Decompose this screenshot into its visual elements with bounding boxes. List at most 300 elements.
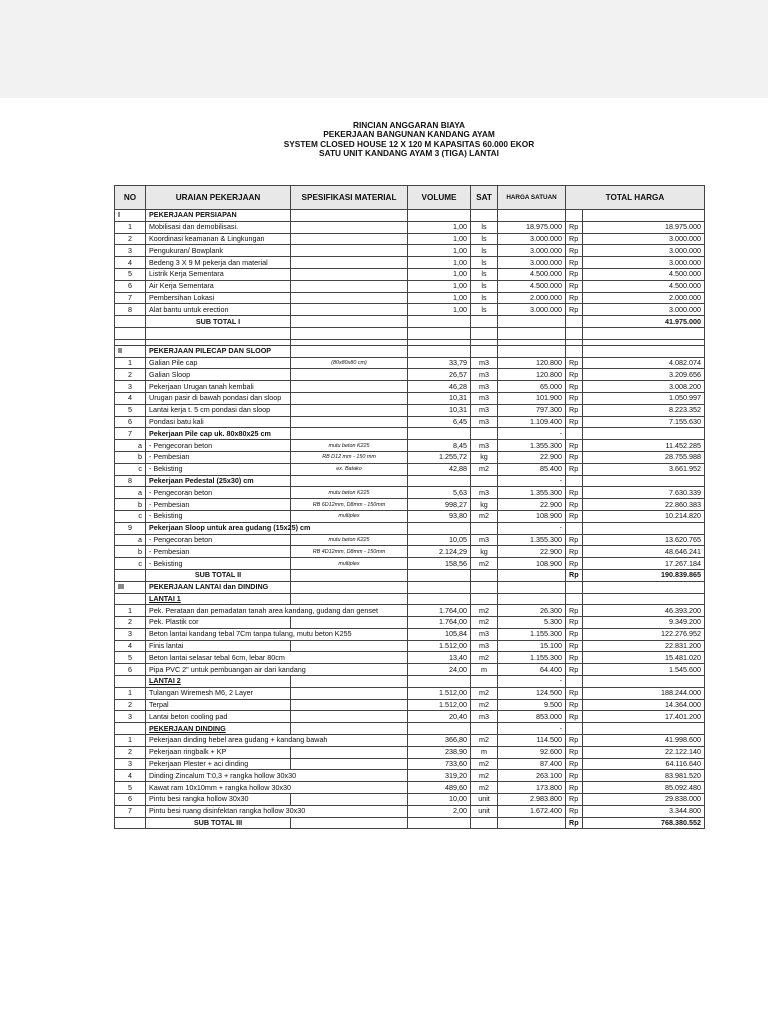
cell-uraian: Pipa PVC 2" untuk pembuangan air dari kandang [146, 664, 408, 676]
cell-sat: m [471, 664, 498, 676]
cell-uraian: LANTAI 2 [146, 676, 291, 688]
cell-volume [408, 817, 471, 829]
cell-total-harga: 17.267.184 [583, 558, 705, 570]
cell-sat: m3 [471, 392, 498, 404]
cell-total-harga: 41.975.000 [583, 316, 705, 328]
cell-sat: m2 [471, 463, 498, 475]
cell-volume: 10,05 [408, 534, 471, 546]
cell-uraian: Tulangan Wiremesh M6, 2 Layer [146, 687, 291, 699]
cell-harga-satuan [498, 210, 566, 222]
cell-harga-satuan: 26.300 [498, 605, 566, 617]
cell-harga-satuan: - [498, 723, 566, 735]
cell-volume: 1.764,00 [408, 617, 471, 629]
table-row [115, 676, 705, 688]
cell-total-harga [583, 723, 705, 735]
cell-volume: 2,00 [408, 805, 471, 817]
cell-total-harga: 188.244.000 [583, 687, 705, 699]
cell-no: 3 [115, 758, 146, 770]
cell-rp: Rp [566, 510, 583, 522]
cell-spesifikasi [291, 221, 408, 233]
cell-harga-satuan [498, 817, 566, 829]
header-uraian: URAIAN PEKERJAAN [146, 186, 291, 210]
cost-table [114, 185, 705, 829]
cell-total-harga: 13.620.765 [583, 534, 705, 546]
cell-harga-satuan: 1.109.400 [498, 416, 566, 428]
cell-volume [408, 475, 471, 487]
cell-uraian: - Bekisting [146, 463, 291, 475]
cell-spesifikasi: multiplex [291, 558, 408, 570]
table-row [115, 233, 705, 245]
cell-sat: m2 [471, 758, 498, 770]
cell-rp: Rp [566, 357, 583, 369]
cell-spesifikasi [291, 758, 408, 770]
cell-volume: 13,40 [408, 652, 471, 664]
cell-uraian: Pekerjaan dinding hebel area gudang + kandang bawah [146, 735, 408, 747]
cell-harga-satuan: 4.500.000 [498, 268, 566, 280]
cell-uraian: - Pengecoran beton [146, 487, 291, 499]
cell-spesifikasi [291, 817, 408, 829]
cell-harga-satuan: 173.800 [498, 782, 566, 794]
cell-total-harga: 8.223.352 [583, 404, 705, 416]
cell-uraian: - Bekisting [146, 558, 291, 570]
cell-uraian: Pengukuran/ Bowplank [146, 245, 291, 257]
cell-rp [566, 676, 583, 688]
cell-rp [566, 345, 583, 357]
cell-volume: 1,00 [408, 292, 471, 304]
cell-harga-satuan: 3.000.000 [498, 245, 566, 257]
cell-volume [408, 569, 471, 581]
cell-rp [566, 581, 583, 593]
cell-uraian: Finis lantai [146, 640, 291, 652]
cell-rp: Rp [566, 499, 583, 511]
cell-sat: m3 [471, 381, 498, 393]
cell-total-harga: 85.092.480 [583, 782, 705, 794]
cell-total-harga: 28.755.988 [583, 451, 705, 463]
cell-total-harga: 3.000.000 [583, 245, 705, 257]
cell-volume: 2.124,29 [408, 546, 471, 558]
cell-harga-satuan: 22.900 [498, 451, 566, 463]
table-row [115, 770, 705, 782]
cell-spesifikasi [291, 475, 408, 487]
table-header-row [115, 186, 705, 210]
cell-no: 2 [115, 369, 146, 381]
cell-rp: Rp [566, 711, 583, 723]
cell-rp: Rp [566, 369, 583, 381]
cell-spesifikasi [291, 687, 408, 699]
table-row [115, 345, 705, 357]
table-row [115, 735, 705, 747]
cell-rp [566, 593, 583, 605]
cell-sat: unit [471, 794, 498, 806]
cell-harga-satuan [498, 581, 566, 593]
cell-volume: 1.512,00 [408, 640, 471, 652]
cell-harga-satuan: 9.500 [498, 699, 566, 711]
cell-spesifikasi [291, 327, 408, 339]
cell-no: 7 [115, 805, 146, 817]
cell-sat: m2 [471, 782, 498, 794]
cell-uraian: Pek. Perataan dan pemadatan tanah area kandang, gudang dan genset [146, 605, 408, 617]
cell-volume: 8,45 [408, 440, 471, 452]
cell-sat: ls [471, 304, 498, 316]
cell-rp: Rp [566, 805, 583, 817]
table-row [115, 522, 705, 534]
cell-spesifikasi [291, 392, 408, 404]
cell-harga-satuan: 65.000 [498, 381, 566, 393]
cell-rp: Rp [566, 487, 583, 499]
cell-sat: kg [471, 451, 498, 463]
cell-rp: Rp [566, 268, 583, 280]
cell-sat: kg [471, 546, 498, 558]
cell-spesifikasi [291, 345, 408, 357]
cell-volume: 6,45 [408, 416, 471, 428]
header-harga-satuan: HARGA SATUAN [498, 186, 566, 210]
cell-total-harga [583, 593, 705, 605]
cell-uraian: - Pengecoran beton [146, 440, 291, 452]
cell-total-harga: 29.838.000 [583, 794, 705, 806]
cell-rp: Rp [566, 605, 583, 617]
cell-uraian: SUB TOTAL III [146, 817, 291, 829]
cell-uraian: SUB TOTAL II [146, 569, 291, 581]
cell-uraian: Listrik Kerja Sementara [146, 268, 291, 280]
cell-rp: Rp [566, 534, 583, 546]
cell-harga-satuan: 2.983.800 [498, 794, 566, 806]
cell-volume [408, 723, 471, 735]
cell-sat: m3 [471, 404, 498, 416]
cell-no: 4 [115, 770, 146, 782]
cell-sat: m3 [471, 369, 498, 381]
cell-sat [471, 327, 498, 339]
cell-rp: Rp [566, 257, 583, 269]
cell-sat: m2 [471, 605, 498, 617]
cell-rp: Rp [566, 569, 583, 581]
table-row [115, 664, 705, 676]
cell-harga-satuan: 92.600 [498, 746, 566, 758]
cell-spesifikasi: mutu beton K225 [291, 440, 408, 452]
table-body [115, 210, 705, 829]
cell-harga-satuan: 3.000.000 [498, 304, 566, 316]
cell-uraian: Pekerjaan ringbalk + KP [146, 746, 291, 758]
cell-uraian: Alat bantu untuk erection [146, 304, 291, 316]
cell-no: 7 [115, 428, 146, 440]
header-no: NO [115, 186, 146, 210]
cell-harga-satuan: 1.355.300 [498, 440, 566, 452]
table-row [115, 534, 705, 546]
cell-spesifikasi: mutu beton K225 [291, 487, 408, 499]
cell-no: 6 [115, 664, 146, 676]
cell-total-harga: 22.860.383 [583, 499, 705, 511]
cell-harga-satuan [498, 327, 566, 339]
table-row [115, 817, 705, 829]
cell-sat: m2 [471, 652, 498, 664]
cell-rp [566, 475, 583, 487]
cell-sat: m2 [471, 687, 498, 699]
table-row [115, 569, 705, 581]
table-row [115, 451, 705, 463]
cell-volume: 10,31 [408, 392, 471, 404]
cell-uraian: Pintu besi ruang disinfektan rangka hollow 30x30 [146, 805, 408, 817]
cell-sat [471, 210, 498, 222]
cell-total-harga [583, 581, 705, 593]
cell-uraian: Pondasi batu kali [146, 416, 291, 428]
cell-rp [566, 723, 583, 735]
cell-harga-satuan [498, 569, 566, 581]
cell-rp: Rp [566, 687, 583, 699]
table-row [115, 687, 705, 699]
cell-total-harga: 83.981.520 [583, 770, 705, 782]
cell-no: 9 [115, 522, 146, 534]
cell-total-harga: 14.364.000 [583, 699, 705, 711]
cell-rp [566, 428, 583, 440]
cell-spesifikasi [291, 304, 408, 316]
cell-volume [408, 676, 471, 688]
cell-rp [566, 327, 583, 339]
cell-rp: Rp [566, 817, 583, 829]
table-row [115, 327, 705, 339]
cell-volume: 158,56 [408, 558, 471, 570]
cell-volume: 1,00 [408, 245, 471, 257]
cell-sat: ls [471, 221, 498, 233]
cell-no: 8 [115, 304, 146, 316]
table-row [115, 257, 705, 269]
cell-uraian: Pembersihan Lokasi [146, 292, 291, 304]
cell-total-harga: 7.630.339 [583, 487, 705, 499]
cell-total-harga: 18.975.000 [583, 221, 705, 233]
cell-total-harga: 10.214.820 [583, 510, 705, 522]
cell-spesifikasi: multiplex [291, 510, 408, 522]
cell-volume: 105,84 [408, 628, 471, 640]
cell-no: 7 [115, 292, 146, 304]
table-row [115, 428, 705, 440]
table-row [115, 652, 705, 664]
cell-volume: 1.255,72 [408, 451, 471, 463]
cell-sat: m [471, 746, 498, 758]
cell-volume: 10,31 [408, 404, 471, 416]
cell-uraian: Pek. Plastik cor [146, 617, 291, 629]
cell-total-harga: 7.155.630 [583, 416, 705, 428]
table-row [115, 794, 705, 806]
header-total-harga: TOTAL HARGA [566, 186, 705, 210]
cell-harga-satuan: 797.300 [498, 404, 566, 416]
cell-uraian: Pekerjaan Sloop untuk area gudang (15x25) cm [146, 522, 291, 534]
cell-no [115, 723, 146, 735]
table-row [115, 605, 705, 617]
cell-rp: Rp [566, 233, 583, 245]
cell-total-harga: 17.401.200 [583, 711, 705, 723]
cell-spesifikasi: (80x80x80 cm) [291, 357, 408, 369]
cell-harga-satuan: 4.500.000 [498, 280, 566, 292]
cell-harga-satuan: - [498, 522, 566, 534]
cell-total-harga: 15.481.020 [583, 652, 705, 664]
cell-no [115, 569, 146, 581]
header-volume: VOLUME [408, 186, 471, 210]
table-row [115, 699, 705, 711]
cell-uraian: Lantai beton cooling pad [146, 711, 291, 723]
cell-no: c [115, 510, 146, 522]
header-sat: SAT [471, 186, 498, 210]
cell-volume: 1,00 [408, 304, 471, 316]
cell-volume: 46,28 [408, 381, 471, 393]
cell-spesifikasi [291, 280, 408, 292]
cell-rp: Rp [566, 404, 583, 416]
cell-spesifikasi [291, 676, 408, 688]
document-title [114, 121, 704, 159]
cell-no: 2 [115, 617, 146, 629]
cell-harga-satuan [498, 345, 566, 357]
cell-volume: 319,20 [408, 770, 471, 782]
cell-rp: Rp [566, 735, 583, 747]
table-row [115, 723, 705, 735]
cell-no: 6 [115, 794, 146, 806]
table-row [115, 221, 705, 233]
cell-volume: 366,80 [408, 735, 471, 747]
cell-spesifikasi: ex. Batako [291, 463, 408, 475]
cell-spesifikasi: mutu beton K225 [291, 534, 408, 546]
cell-harga-satuan [498, 593, 566, 605]
cell-volume: 26,57 [408, 369, 471, 381]
cell-total-harga: 122.276.952 [583, 628, 705, 640]
cell-uraian: Kawat ram 10x10mm + rangka hollow 30x30 [146, 782, 408, 794]
table-row [115, 280, 705, 292]
title-line-1: RINCIAN ANGGARAN BIAYA [352, 120, 466, 130]
cell-uraian: Pekerjaan Pedestal (25x30) cm [146, 475, 291, 487]
cell-no: a [115, 534, 146, 546]
cell-total-harga: 2.000.000 [583, 292, 705, 304]
cell-spesifikasi: RB 4D12mm, D8mm - 150mm [291, 546, 408, 558]
cell-sat: ls [471, 268, 498, 280]
table-row [115, 475, 705, 487]
table-row [115, 593, 705, 605]
cell-volume: 1,00 [408, 280, 471, 292]
cell-uraian: SUB TOTAL I [146, 316, 291, 328]
cell-sat: m2 [471, 558, 498, 570]
cell-sat [471, 522, 498, 534]
cell-uraian: Galian Sloop [146, 369, 291, 381]
cell-no [115, 676, 146, 688]
cell-rp: Rp [566, 381, 583, 393]
cell-rp: Rp [566, 628, 583, 640]
cell-rp: Rp [566, 652, 583, 664]
cell-sat: m3 [471, 487, 498, 499]
cell-total-harga: 41.998.600 [583, 735, 705, 747]
cell-spesifikasi [291, 381, 408, 393]
cell-harga-satuan: 2.000.000 [498, 292, 566, 304]
cell-rp: Rp [566, 440, 583, 452]
cell-volume: 238,90 [408, 746, 471, 758]
cell-rp: Rp [566, 664, 583, 676]
cell-harga-satuan: 114.500 [498, 735, 566, 747]
cell-total-harga: 22.122.140 [583, 746, 705, 758]
cell-rp: Rp [566, 782, 583, 794]
cell-sat [471, 428, 498, 440]
cell-total-harga [583, 522, 705, 534]
cell-no: c [115, 463, 146, 475]
cell-volume: 1,00 [408, 257, 471, 269]
cell-harga-satuan: - [498, 428, 566, 440]
cell-volume [408, 593, 471, 605]
cell-uraian: Urugan pasir di bawah pondasi dan sloop [146, 392, 291, 404]
cell-uraian: LANTAI 1 [146, 593, 291, 605]
table-row [115, 546, 705, 558]
cell-spesifikasi [291, 316, 408, 328]
cell-harga-satuan: 263.100 [498, 770, 566, 782]
cell-spesifikasi [291, 593, 408, 605]
cell-total-harga: 64.116.640 [583, 758, 705, 770]
cell-volume [408, 345, 471, 357]
cell-total-harga [583, 475, 705, 487]
cell-rp: Rp [566, 746, 583, 758]
cell-spesifikasi [291, 640, 408, 652]
cell-total-harga: 3.008.200 [583, 381, 705, 393]
table-row [115, 463, 705, 475]
cell-no [115, 327, 146, 339]
table-row [115, 617, 705, 629]
cell-total-harga [583, 210, 705, 222]
cell-uraian: Galian Pile cap [146, 357, 291, 369]
table-row [115, 782, 705, 794]
cell-spesifikasi [291, 581, 408, 593]
cell-no: 3 [115, 628, 146, 640]
cell-no: 5 [115, 652, 146, 664]
cell-total-harga: 48.646.241 [583, 546, 705, 558]
cell-uraian: - Pembesian [146, 451, 291, 463]
cell-sat [471, 581, 498, 593]
cell-no: 2 [115, 699, 146, 711]
cell-harga-satuan: - [498, 475, 566, 487]
cell-no: I [115, 210, 146, 222]
cell-volume: 24,00 [408, 664, 471, 676]
cell-rp: Rp [566, 617, 583, 629]
cell-no: a [115, 440, 146, 452]
cell-sat [471, 593, 498, 605]
cell-harga-satuan: 108.900 [498, 558, 566, 570]
cell-no: 3 [115, 711, 146, 723]
cell-volume: 733,60 [408, 758, 471, 770]
cell-harga-satuan: 108.900 [498, 510, 566, 522]
cell-spesifikasi [291, 245, 408, 257]
cell-sat: m2 [471, 770, 498, 782]
cell-sat: m3 [471, 416, 498, 428]
table-row [115, 628, 705, 640]
cell-uraian: - Pembesian [146, 499, 291, 511]
cell-no: 8 [115, 475, 146, 487]
cell-rp [566, 210, 583, 222]
cell-total-harga: 46.393.200 [583, 605, 705, 617]
cell-rp: Rp [566, 463, 583, 475]
cell-uraian: Lantai kerja t. 5 cm pondasi dan sloop [146, 404, 291, 416]
cell-uraian: Pekerjaan Urugan tanah kembali [146, 381, 291, 393]
cost-table-wrapper [114, 185, 704, 829]
cell-no: 4 [115, 640, 146, 652]
cell-no: 1 [115, 357, 146, 369]
cell-volume: 20,40 [408, 711, 471, 723]
table-row [115, 758, 705, 770]
cell-sat: ls [471, 245, 498, 257]
cell-total-harga: 3.000.000 [583, 233, 705, 245]
cell-volume: 1.764,00 [408, 605, 471, 617]
table-row [115, 369, 705, 381]
cell-sat [471, 475, 498, 487]
cell-spesifikasi [291, 369, 408, 381]
cell-no: 1 [115, 605, 146, 617]
cell-volume [408, 581, 471, 593]
cell-no: a [115, 487, 146, 499]
table-row [115, 558, 705, 570]
cell-harga-satuan: 853.000 [498, 711, 566, 723]
cell-volume: 93,80 [408, 510, 471, 522]
cell-rp: Rp [566, 640, 583, 652]
cell-sat: m3 [471, 534, 498, 546]
cell-volume: 33,79 [408, 357, 471, 369]
